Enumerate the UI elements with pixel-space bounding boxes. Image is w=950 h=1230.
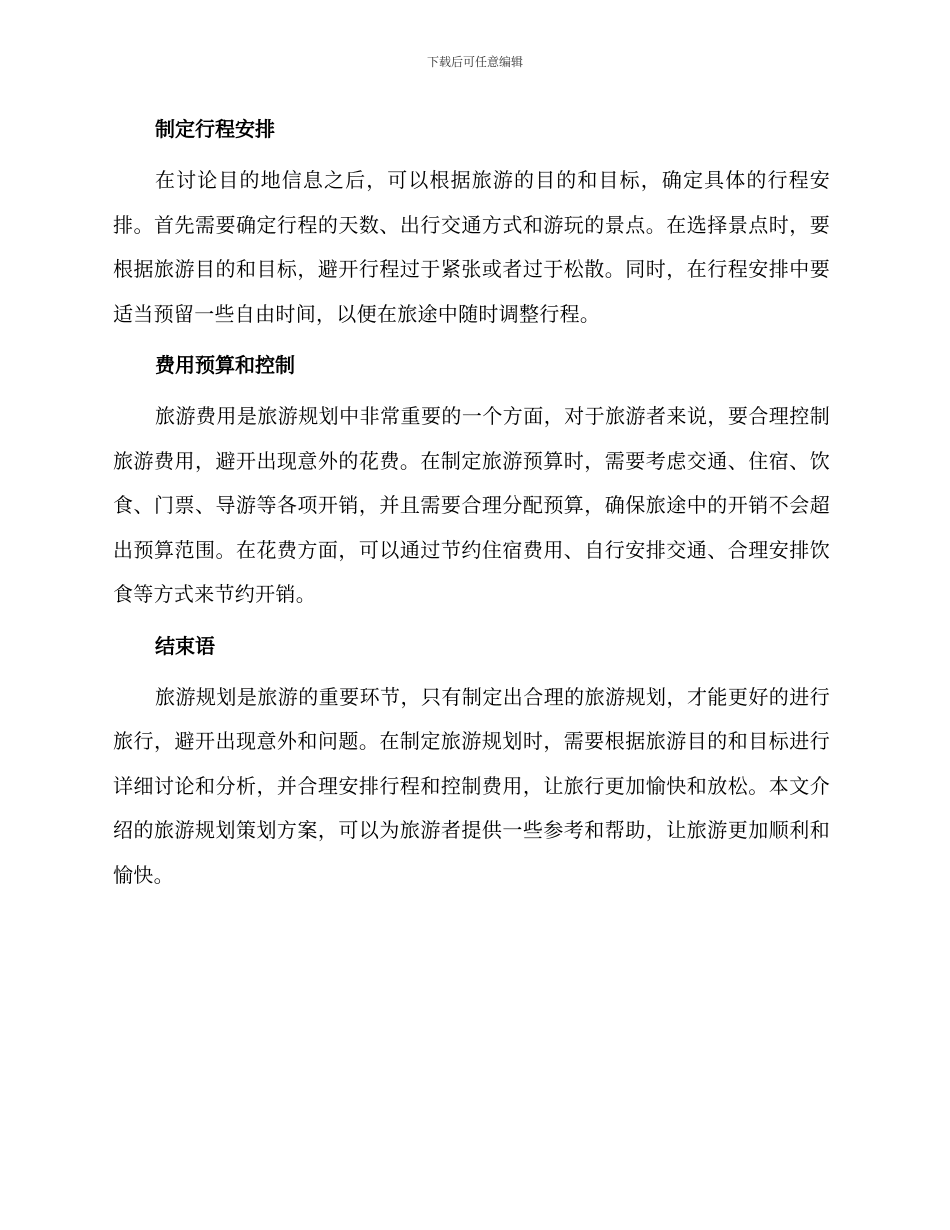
paragraph-conclusion: 旅游规划是旅游的重要环节，只有制定出合理的旅游规划，才能更好的进行旅行，避开出现意外和问题。在制定旅游规划时，需要根据旅游目的和目标进行详细讨论和分析，并合理安排行程和控制费用，让旅行更加愉快和放松。本文介绍的旅游规划策划方案，可以为旅游者提供一些参考和帮助，让旅游更加顺利和愉快。 <box>113 684 830 887</box>
document-body <box>113 114 830 897</box>
section-heading-conclusion: 结束语 <box>155 633 215 658</box>
paragraph-itinerary: 在讨论目的地信息之后，可以根据旅游的目的和目标，确定具体的行程安排。首先需要确定行程的天数、出行交通方式和游玩的景点。在选择景点时，要根据旅游目的和目标，避开行程过于紧张或者过于松散。同时，在行程安排中要适当预留一些自由时间，以便在旅途中随时调整行程。 <box>113 168 830 326</box>
paragraph-budget: 旅游费用是旅游规划中非常重要的一个方面，对于旅游者来说，要合理控制旅游费用，避开出现意外的花费。在制定旅游预算时，需要考虑交通、住宿、饮食、门票、导游等各项开销，并且需要合理分配预算，确保旅途中的开销不会超出预算范围。在花费方面，可以通过节约住宿费用、自行安排交通、合理安排饮食等方式来节约开销。 <box>113 404 830 606</box>
section-heading-itinerary: 制定行程安排 <box>155 117 275 141</box>
section-heading-budget: 费用预算和控制 <box>155 353 295 377</box>
header-note: 下载后可任意编辑 <box>426 55 523 69</box>
